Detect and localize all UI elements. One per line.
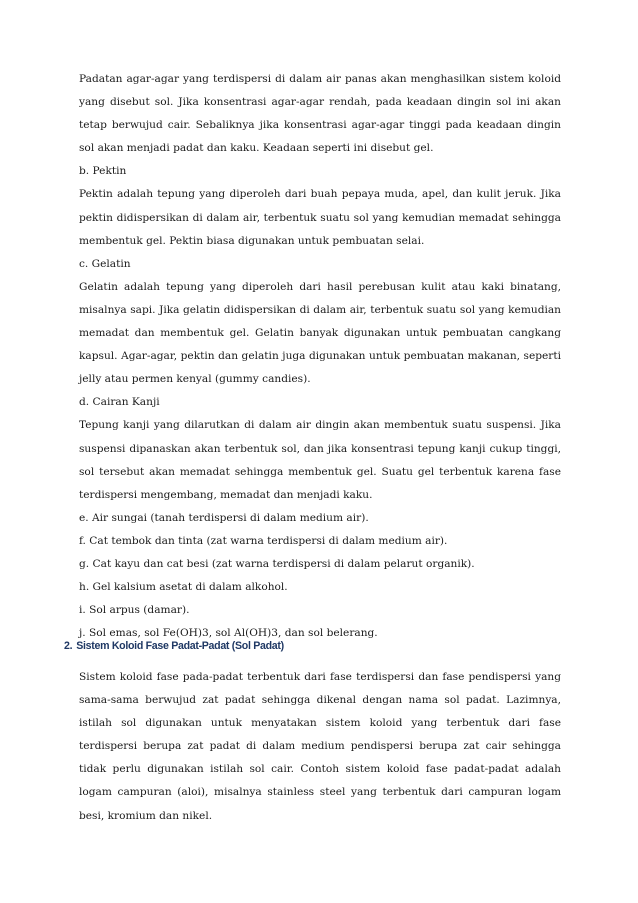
- section-2-number: 2.: [64, 640, 73, 652]
- document-body: [79, 68, 561, 645]
- list-item-i: i. Sol arpus (damar).: [79, 604, 190, 617]
- list-item-h: h. Gel kalsium asetat di dalam alkohol.: [79, 581, 288, 594]
- list-item-e: e. Air sungai (tanah terdispersi di dalam medium air).: [79, 511, 369, 524]
- list-item-j: j. Sol emas, sol Fe(OH)3, sol Al(OH)3, dan sol belerang.: [79, 627, 378, 640]
- pektin-paragraph: Pektin adalah tepung yang diperoleh dari buah pepaya muda, apel, dan kulit jeruk. Jika pektin didispersikan di dalam air, terbentuk suatu sol yang kemudian memadat sehingga membentuk gel. Pektin biasa digunakan untuk pembuatan selai.: [79, 188, 561, 247]
- pektin-label: b. Pektin: [79, 165, 127, 178]
- section-2-heading: [64, 640, 564, 652]
- section-2-body: [79, 666, 561, 828]
- gelatin-paragraph: Gelatin adalah tepung yang diperoleh dari hasil perebusan kulit atau kaki binatang, misalnya sapi. Jika gelatin didispersikan di dalam air, terbentuk suatu sol yang kemudian memadat dan membentuk gel. Gelatin banyak digunakan untuk pembuatan cangkang kapsul. Agar-agar, pektin dan gelatin juga digunakan untuk pembuatan makanan, seperti jelly atau permen kenyal (gummy candies).: [79, 280, 561, 386]
- list-item-f: f. Cat tembok dan tinta (zat warna terdispersi di dalam medium air).: [79, 534, 448, 547]
- kanji-label: d. Cairan Kanji: [79, 396, 160, 409]
- sol-padat-paragraph: Sistem koloid fase pada-padat terbentuk dari fase terdispersi dan fase pendispersi yang sama-sama berwujud zat padat sehingga dikenal dengan nama sol padat. Lazimnya, istilah sol digunakan untuk menyatakan sistem koloid yang terbentuk dari fase terdispersi berupa zat padat di dalam medium pendispersi berupa zat cair sehingga tidak perlu digunakan istilah sol cair. Contoh sistem koloid fase padat-padat adalah logam campuran (aloi), misalnya stainless steel yang terbentuk dari campuran logam besi, kromium dan nikel.: [79, 671, 561, 822]
- kanji-paragraph: Tepung kanji yang dilarutkan di dalam air dingin akan membentuk suatu suspensi. Jika suspensi dipanaskan akan terbentuk sol, dan jika konsentrasi tepung kanji cukup tinggi, sol tersebut akan memadat sehingga membentuk gel. Suatu gel terbentuk karena fase terdispersi mengembang, memadat dan menjadi kaku.: [79, 419, 561, 501]
- agar-paragraph: Padatan agar-agar yang terdispersi di dalam air panas akan menghasilkan sistem koloid yang disebut sol. Jika konsentrasi agar-agar rendah, pada keadaan dingin sol ini akan tetap berwujud cair. Sebaliknya jika konsentrasi agar-agar tinggi pada keadaan dingin sol akan menjadi padat dan kaku. Keadaan seperti ini disebut gel.: [79, 73, 561, 155]
- list-item-g: g. Cat kayu dan cat besi (zat warna terdispersi di dalam pelarut organik).: [79, 557, 475, 570]
- gelatin-label: c. Gelatin: [79, 257, 131, 270]
- section-2-title: Sistem Koloid Fase Padat-Padat (Sol Padat): [76, 640, 284, 652]
